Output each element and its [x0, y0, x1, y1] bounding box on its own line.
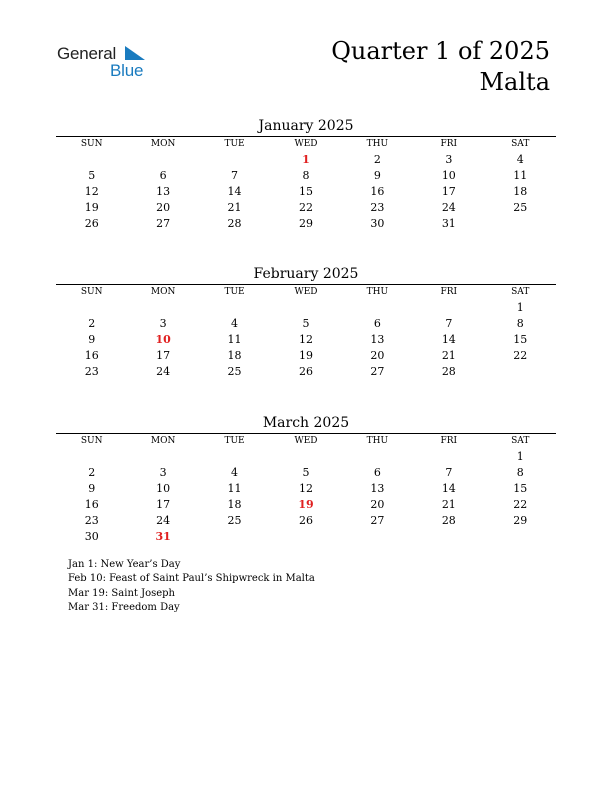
day-cell: 18 — [513, 185, 528, 198]
day-cell: 30 — [84, 530, 99, 543]
weekday-header: SAT — [511, 436, 530, 446]
weekday-header: SAT — [511, 139, 530, 149]
empty-day-cell — [413, 529, 484, 545]
day-cell: 19 — [298, 349, 313, 362]
empty-day-cell — [56, 300, 127, 316]
day-cell: 26 — [298, 365, 313, 378]
day-cell: 21 — [227, 201, 242, 214]
calendar-grid — [56, 434, 556, 545]
day-cell: 8 — [302, 169, 310, 182]
empty-day-cell — [270, 529, 341, 545]
title-quarter: Quarter 1 of 2025 — [331, 37, 550, 65]
day-cell: 4 — [231, 466, 239, 479]
day-cell: 15 — [298, 185, 313, 198]
empty-day-cell — [342, 529, 413, 545]
day-cell: 5 — [88, 169, 96, 182]
day-cell: 16 — [84, 349, 99, 362]
day-cell: 23 — [84, 514, 99, 527]
day-cell: 11 — [227, 333, 242, 346]
weekday-header: FRI — [440, 139, 458, 149]
month-title: March 2025 — [262, 415, 350, 431]
day-cell: 2 — [373, 153, 381, 166]
logo-word-blue: Blue — [110, 61, 144, 80]
day-cell: 7 — [231, 169, 239, 182]
logo-word-general: General — [57, 44, 117, 63]
empty-day-cell — [127, 449, 198, 465]
day-cell: 27 — [370, 365, 385, 378]
empty-day-cell — [199, 529, 270, 545]
day-cell: 22 — [513, 498, 528, 511]
day-cell: 25 — [227, 365, 242, 378]
empty-day-cell — [199, 449, 270, 465]
day-cell: 4 — [231, 317, 239, 330]
holiday-note: Mar 31: Freedom Day — [68, 601, 180, 613]
day-cell: 3 — [159, 466, 167, 479]
day-cell: 19 — [298, 498, 314, 511]
empty-day-cell — [56, 449, 127, 465]
weekday-header: THU — [366, 436, 389, 446]
weekday-header: SUN — [80, 436, 103, 446]
day-cell: 21 — [441, 349, 456, 362]
day-cell: 31 — [155, 530, 171, 543]
day-cell: 29 — [298, 217, 313, 230]
day-cell: 13 — [370, 333, 385, 346]
day-cell: 5 — [302, 466, 310, 479]
day-cell: 4 — [516, 153, 524, 166]
day-cell: 7 — [445, 466, 453, 479]
day-cell: 26 — [298, 514, 313, 527]
weekday-header: WED — [294, 436, 318, 446]
day-cell: 1 — [516, 301, 524, 314]
day-cell: 23 — [370, 201, 385, 214]
day-cell: 10 — [156, 482, 171, 495]
day-cell: 14 — [441, 333, 456, 346]
day-cell: 22 — [513, 349, 528, 362]
weekday-header: THU — [366, 139, 389, 149]
weekday-header: SUN — [80, 139, 103, 149]
day-cell: 8 — [516, 466, 524, 479]
day-cell: 16 — [370, 185, 385, 198]
empty-day-cell — [413, 449, 484, 465]
month-february — [56, 264, 556, 380]
day-cell: 31 — [441, 217, 456, 230]
weekday-header: MON — [150, 436, 176, 446]
empty-day-cell — [485, 529, 556, 545]
weekday-header: WED — [294, 287, 318, 297]
day-cell: 14 — [441, 482, 456, 495]
calendar-grid — [56, 285, 556, 380]
calendar-grid — [56, 137, 556, 232]
day-cell: 20 — [156, 201, 171, 214]
weekday-header: MON — [150, 139, 176, 149]
day-cell: 17 — [156, 498, 171, 511]
day-cell: 1 — [302, 153, 310, 166]
day-cell: 30 — [370, 217, 385, 230]
day-cell: 2 — [88, 466, 96, 479]
weekday-header: TUE — [224, 436, 245, 446]
day-cell: 11 — [227, 482, 242, 495]
day-cell: 21 — [441, 498, 456, 511]
empty-day-cell — [127, 152, 198, 168]
day-cell: 20 — [370, 498, 385, 511]
day-cell: 2 — [88, 317, 96, 330]
weekday-header: FRI — [440, 287, 458, 297]
weekday-header: WED — [294, 139, 318, 149]
weekday-header: THU — [366, 287, 389, 297]
empty-day-cell — [56, 152, 127, 168]
day-cell: 9 — [88, 482, 96, 495]
weekday-header: SUN — [80, 287, 103, 297]
day-cell: 29 — [513, 514, 528, 527]
month-title: January 2025 — [258, 118, 354, 134]
empty-day-cell — [270, 300, 341, 316]
day-cell: 15 — [513, 482, 528, 495]
holiday-note: Mar 19: Saint Joseph — [68, 587, 176, 599]
day-cell: 12 — [298, 333, 313, 346]
day-cell: 9 — [373, 169, 381, 182]
day-cell: 10 — [441, 169, 456, 182]
day-cell: 17 — [156, 349, 171, 362]
month-january — [56, 116, 556, 232]
day-cell: 24 — [156, 514, 171, 527]
day-cell: 25 — [513, 201, 528, 214]
logo-triangle-icon — [125, 46, 145, 62]
day-cell: 18 — [227, 498, 242, 511]
day-cell: 22 — [298, 201, 313, 214]
day-cell: 14 — [227, 185, 242, 198]
weekday-header: SAT — [511, 287, 530, 297]
logo — [57, 42, 157, 82]
empty-day-cell — [199, 300, 270, 316]
day-cell: 27 — [370, 514, 385, 527]
weekday-header: TUE — [224, 287, 245, 297]
month-march — [56, 413, 556, 545]
day-cell: 5 — [302, 317, 310, 330]
weekday-header: TUE — [224, 139, 245, 149]
day-cell: 28 — [441, 514, 456, 527]
day-cell: 8 — [516, 317, 524, 330]
day-cell: 1 — [516, 450, 524, 463]
holiday-notes — [68, 558, 315, 615]
day-cell: 16 — [84, 498, 99, 511]
day-cell: 26 — [84, 217, 99, 230]
day-cell: 24 — [156, 365, 171, 378]
day-cell: 12 — [298, 482, 313, 495]
day-cell: 13 — [370, 482, 385, 495]
empty-day-cell — [342, 300, 413, 316]
day-cell: 10 — [155, 333, 171, 346]
day-cell: 12 — [84, 185, 99, 198]
title-country: Malta — [479, 68, 550, 96]
day-cell: 3 — [445, 153, 453, 166]
day-cell: 20 — [370, 349, 385, 362]
day-cell: 28 — [441, 365, 456, 378]
empty-day-cell — [127, 300, 198, 316]
day-cell: 15 — [513, 333, 528, 346]
holiday-note: Feb 10: Feast of Saint Paul’s Shipwreck in Malta — [68, 573, 315, 585]
day-cell: 17 — [441, 185, 456, 198]
day-cell: 6 — [159, 169, 167, 182]
empty-day-cell — [485, 364, 556, 380]
day-cell: 6 — [373, 317, 381, 330]
day-cell: 6 — [373, 466, 381, 479]
empty-day-cell — [270, 449, 341, 465]
empty-day-cell — [413, 300, 484, 316]
day-cell: 19 — [84, 201, 99, 214]
day-cell: 13 — [156, 185, 171, 198]
day-cell: 23 — [84, 365, 99, 378]
month-title: February 2025 — [253, 266, 359, 282]
day-cell: 18 — [227, 349, 242, 362]
day-cell: 24 — [441, 201, 456, 214]
day-cell: 3 — [159, 317, 167, 330]
weekday-header: MON — [150, 287, 176, 297]
empty-day-cell — [485, 216, 556, 232]
empty-day-cell — [342, 449, 413, 465]
holiday-note: Jan 1: New Year’s Day — [68, 559, 181, 570]
day-cell: 9 — [88, 333, 96, 346]
empty-day-cell — [199, 152, 270, 168]
page-title — [331, 36, 550, 98]
day-cell: 7 — [445, 317, 453, 330]
weekday-header: FRI — [440, 436, 458, 446]
day-cell: 27 — [156, 217, 171, 230]
day-cell: 28 — [227, 217, 242, 230]
day-cell: 11 — [513, 169, 528, 182]
day-cell: 25 — [227, 514, 242, 527]
